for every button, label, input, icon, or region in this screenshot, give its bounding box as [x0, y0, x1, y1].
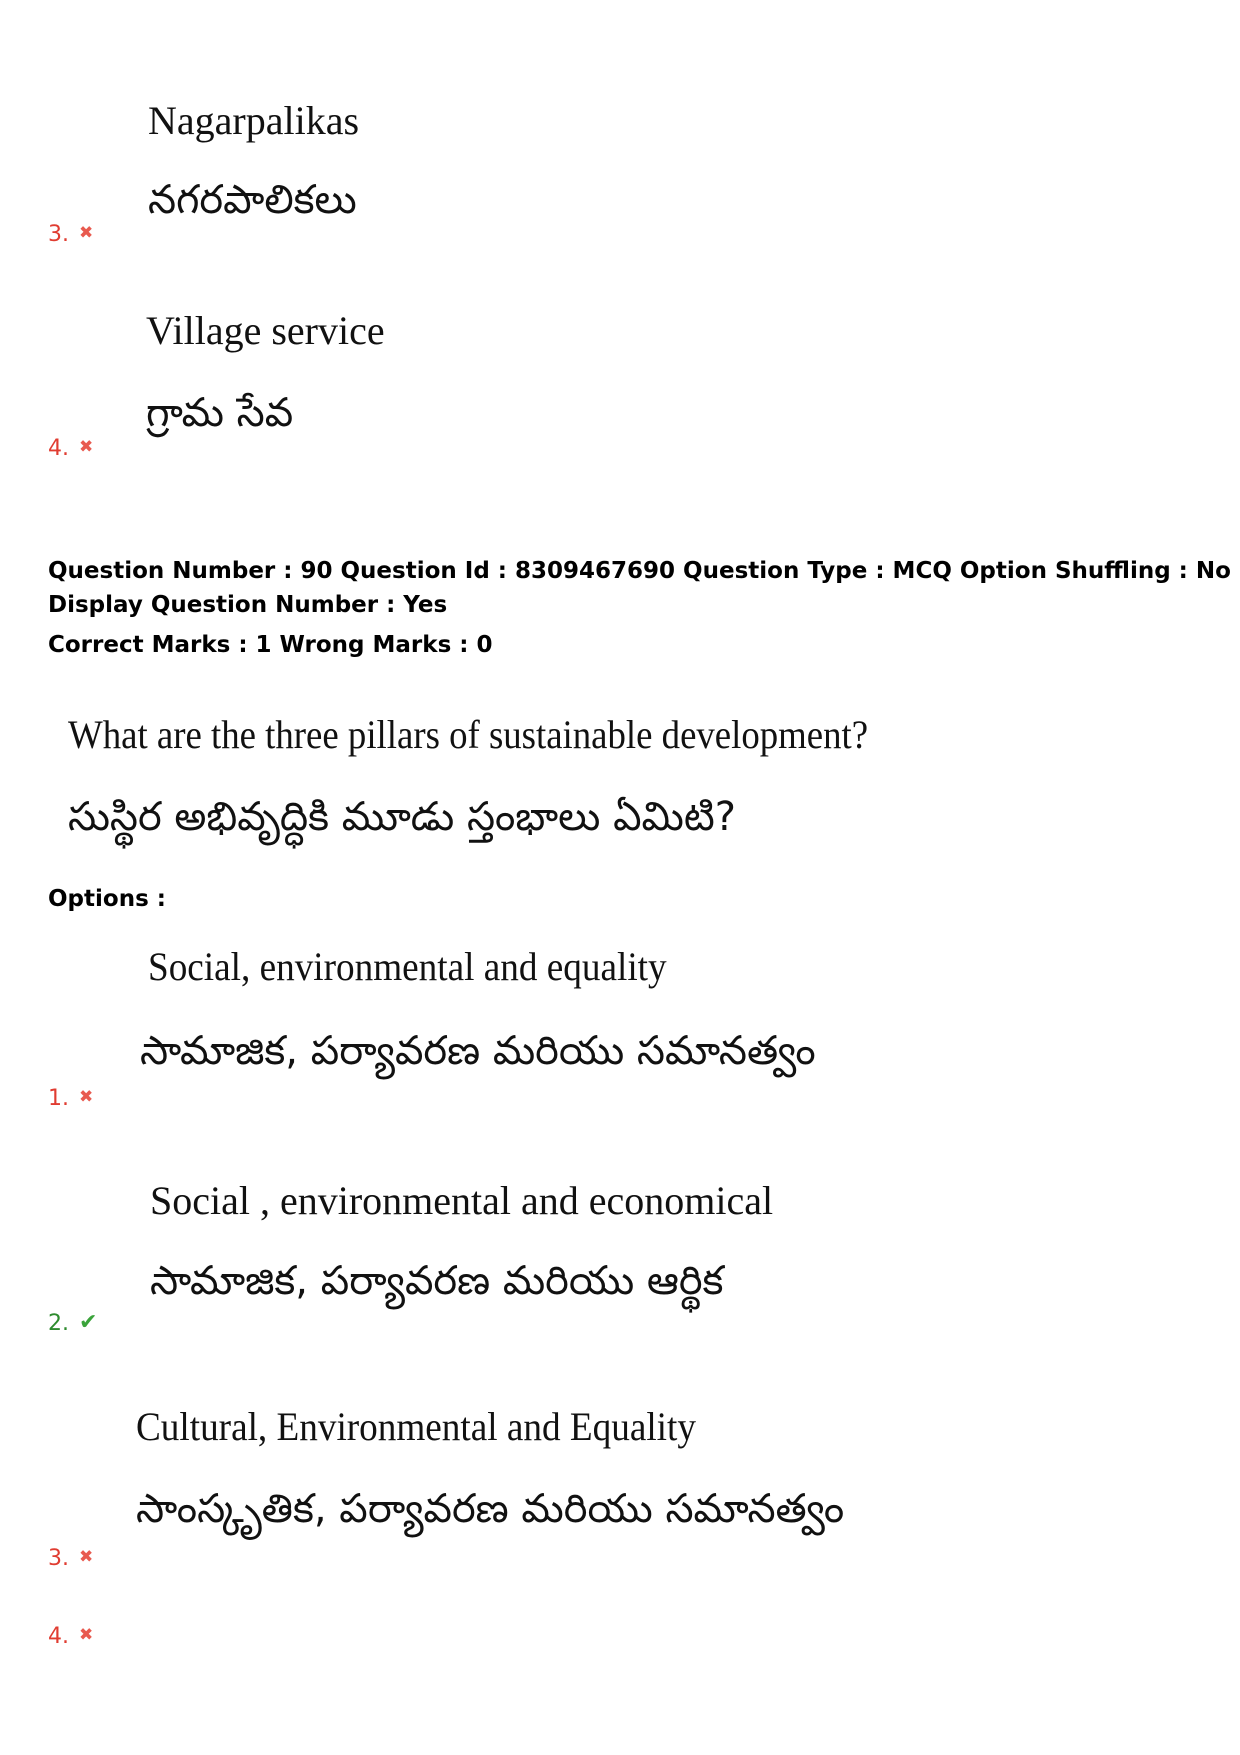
option-2-text-en: Social , environmental and economical [150, 1178, 774, 1223]
option-1-text-te: సామాజిక, పర్యావరణ మరియు సమానత్వం [140, 1028, 816, 1074]
option-3-text-en: Cultural, Environmental and Equality [136, 1404, 696, 1449]
option-number: 4. [48, 1624, 69, 1649]
option-number: 2. [48, 1311, 69, 1336]
option-3-text-te: సాంస్కృతిక, పర్యావరణ మరియు సమానత్వం [136, 1486, 845, 1532]
prev-option-4-text-te: గ్రామ సేవ [146, 390, 294, 436]
option-1-text-en: Social, environmental and equality [148, 944, 667, 989]
question-meta-line-2: Display Question Number : Yes [48, 592, 448, 618]
question-marks: Correct Marks : 1 Wrong Marks : 0 [48, 632, 493, 658]
prev-option-3-marker [48, 220, 93, 248]
option-number: 1. [48, 1086, 69, 1111]
cross-icon: ✖ [79, 437, 94, 457]
options-label: Options : [48, 886, 166, 912]
cross-icon: ✖ [79, 1625, 94, 1645]
question-text-en: What are the three pillars of sustainable development? [68, 712, 869, 757]
option-2-text-te: సామాజిక, పర్యావరణ మరియు ఆర్థిక [150, 1258, 724, 1304]
prev-option-3-text-en: Nagarpalikas [148, 98, 360, 143]
check-icon: ✔ [79, 1310, 98, 1335]
cross-icon: ✖ [79, 223, 94, 243]
prev-option-3-text-te: నగరపాలికలు [148, 177, 357, 223]
cross-icon: ✖ [79, 1547, 94, 1567]
prev-option-4-text-en: Village service [146, 308, 385, 353]
option-number: 4. [48, 436, 69, 461]
question-meta-line-1: Question Number : 90 Question Id : 8309467690 Question Type : MCQ Option Shuffling : No [48, 558, 1231, 584]
prev-option-4-marker [48, 434, 93, 462]
option-4-marker [48, 1622, 93, 1650]
cross-icon: ✖ [79, 1087, 94, 1107]
option-1-marker [48, 1084, 93, 1112]
option-number: 3. [48, 1546, 69, 1571]
option-2-marker [48, 1310, 97, 1337]
question-text-te: సుస్థిర అభివృద్ధికి మూడు స్తంభాలు ఏమిటి? [68, 794, 736, 840]
option-number: 3. [48, 222, 69, 247]
option-3-marker [48, 1544, 93, 1572]
